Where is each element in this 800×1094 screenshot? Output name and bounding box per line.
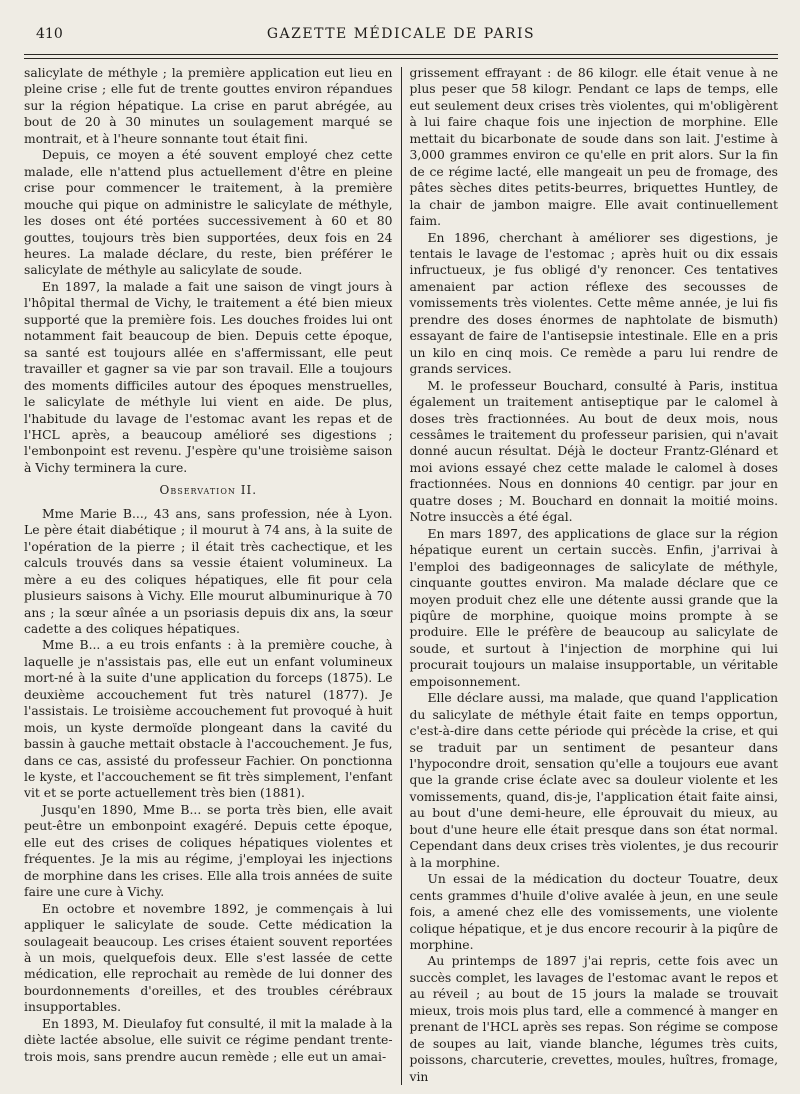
paragraph: En 1893, M. Dieulafoy fut consulté, il mit la malade à la diète lactée absolue, elle suivit ce régime pendant trente-trois mois, sans prendre aucun remède ; elle eut un amai- [24,1016,393,1064]
text-columns [24,65,778,1085]
paragraph: grissement effrayant : de 86 kilogr. elle était venue à ne plus peser que 58 kilogr. Pendant ce laps de temps, elle eut seulement deux crises très violentes, qui m'obligèrent à lui faire chaque fois une injection de morphine. Elle mettait du bicarbonate de soude dans son lait. J'estime à 3,000 grammes environ ce qu'elle en prit alors. Sur la fin de ce régime lacté, elle mangeait un peu de fromage, des pâtes sèches dites petits-beurres, briquettes Huntley, de la chair de jambon maigre. Elle avait continuellement faim. [409,66,779,229]
header-rule-bottom [24,58,778,59]
page-number: 410 [36,26,63,42]
left-column [24,65,401,1085]
paragraph: salicylate de méthyle ; la première application eut lieu en pleine crise ; elle fut de trente gouttes environ répandues sur la région hépatique. La crise en parut abrégée, au bout de 20 à 30 minutes un soulagement marqué se montrait, et à l'heure sonnante tout était fini. [24,66,393,146]
journal-title: GAZETTE MÉDICALE DE PARIS [266,26,536,42]
paragraph: Depuis, ce moyen a été souvent employé chez cette malade, elle n'attend plus actuellement d'être en pleine crise pour commencer le traitement, à la première mouche qui pique on administre le salicylate de méthyle, les doses ont été portées successivement à 60 et 80 gouttes, toujours très bien supportées, deux fois en 24 heures. La malade déclare, du reste, bien préférer le salicylate de méthyle au salicylate de soude. [24,148,393,278]
paragraph: Au printemps de 1897 j'ai repris, cette fois avec un succès complet, les lavages de l'estomac avant le repos et au réveil ; au bout de 15 jours la malade se trouvait mieux, trois mois plus tard, elle a commencé à manger en prenant de l'HCL après ses repas. Son régime se compose de soupes au lait, viande blanche, légumes très cuits, poissons, charcuterie, crevettes, moules, huîtres, fromage, vin [409,954,779,1084]
header-rule-top [24,54,778,55]
paragraph: M. le professeur Bouchard, consulté à Paris, institua également un traitement antiseptique par le calomel à doses très fractionnées. Au bout de deux mois, nous cessâmes le traitement du professeur parisien, qui n'avait donné aucun résultat. Déjà le docteur Frantz-Glénard et moi avions essayé chez cette malade le calomel à doses fractionnées. Nous en donnions 40 centigr. par jour en quatre doses ; M. Bouchard en donnait la moitié moins. Notre insuccès a été égal. [409,378,779,525]
section-heading: Observation II. [159,483,258,498]
paragraph: Mme Marie B..., 43 ans, sans profession, née à Lyon. Le père était diabétique ; il mourut à 74 ans, à la suite de l'opération de la pierre ; il était très cachectique, et les calculs trouvés dans sa vessie étaient volumineux. La mère a eu des coliques hépatiques, elle fit pour cela plusieurs saisons à Vichy. Elle mourut albuminurique à 70 ans ; la sœur aînée a un psoriasis depuis dix ans, la sœur cadette a des coliques hépatiques. [24,506,393,636]
paragraph: Un essai de la médication du docteur Touatre, deux cents grammes d'huile d'olive avalée à jeun, en une seule fois, a amené chez elle des vomissements, une violente colique hépatique, et je dus encore recourir à la piqûre de morphine. [409,872,779,953]
paragraph: Jusqu'en 1890, Mme B... se porta très bien, elle avait peut-être un embonpoint exagéré. Depuis cette époque, elle eut des crises de coliques hépatiques violentes et fréquentes. Je la mis au régime, j'employai les injections de morphine dans les crises. Elle alla trois années de suite faire une cure à Vichy. [24,802,393,900]
paragraph: Mme B... a eu trois enfants : à la première couche, à laquelle je n'assistais pas, elle eut un enfant volumineux mort-né à la suite d'une application du forceps (1875). Le deuxième accouchement fut très naturel (1877). Je l'assistais. Le troisième accouchement fut provoqué à huit mois, un kyste dermoïde plongeant dans la cavité du bassin à gauche mettait obstacle à l'accouchement. Je fus, dans ce cas, assisté du professeur Fachier. On ponctionna le kyste, et l'accouchement se fit très simplement, l'enfant vit et se porte actuellement très bien (1881). [24,638,393,801]
right-column [402,65,779,1085]
paragraph: En mars 1897, des applications de glace sur la région hépatique eurent un certain succès. Enfin, j'arrivai à l'emploi des badigeonnages de salicylate de méthyle, cinquante gouttes environ. Ma malade déclare que ce moyen produit chez elle une détente aussi grande que la piqûre de morphine, quoique moins prompte à se produire. Elle le préfère de beaucoup au salicylate de soude, et surtout à l'injection de morphine qui lui procurait toujours un malaise insupportable, un véritable empoisonnement. [409,526,779,689]
paragraph: En 1897, la malade a fait une saison de vingt jours à l'hôpital thermal de Vichy, le traitement a été bien mieux supporté que la première fois. Les douches froides lui ont notamment fait beaucoup de bien. Depuis cette époque, sa santé est toujours allée en s'affermissant, elle peut travailler et gagner sa vie par son travail. Elle a toujours des moments difficiles autour des époques menstruelles, le salicylate de méthyle lui vient en aide. De plus, l'habitude du lavage de l'estomac avant les repas et de l'HCL après, a beaucoup amélioré ses digestions ; l'embonpoint est revenu. J'espère qu'une troisième saison à Vichy terminera la cure. [24,279,393,475]
paragraph: En octobre et novembre 1892, je commençais à lui appliquer le salicylate de soude. Cette médication la soulageait beaucoup. Les crises étaient souvent reportées à un mois, quelquefois deux. Elle s'est lassée de cette médication, elle reprochait au remède de lui donner des bourdonnements d'oreilles, et des troubles cérébraux insupportables. [24,901,393,1015]
paragraph: En 1896, cherchant à améliorer ses digestions, je tentais le lavage de l'estomac ; après huit ou dix essais infructueux, je fus obligé d'y renoncer. Ces tentatives amenaient par action réflexe des secousses de vomissements très violentes. Cette même année, je lui fis prendre des doses énormes de naphtolate de bismuth) essayant de faire de l'antisepsie intestinale. Elle en a pris un kilo en cinq mois. Ce remède a paru lui rendre de grands services. [409,230,779,377]
page-header [24,22,778,46]
paragraph: Elle déclare aussi, ma malade, que quand l'application du salicylate de méthyle était faite en temps opportun, c'est-à-dire dans cette période qui précède la crise, et qui se traduit par un sentiment de pesanteur dans l'hypocondre droit, sensation qu'elle a toujours eue avant que la grande crise éclate avec sa douleur violente et les vomissements, quand, dis-je, l'application était faite ainsi, au bout d'une demi-heure, elle éprouvait du mieux, au bout d'une heure elle était presque dans son état normal. Cependant dans deux crises très violentes, je dus recourir à la morphine. [409,691,779,870]
